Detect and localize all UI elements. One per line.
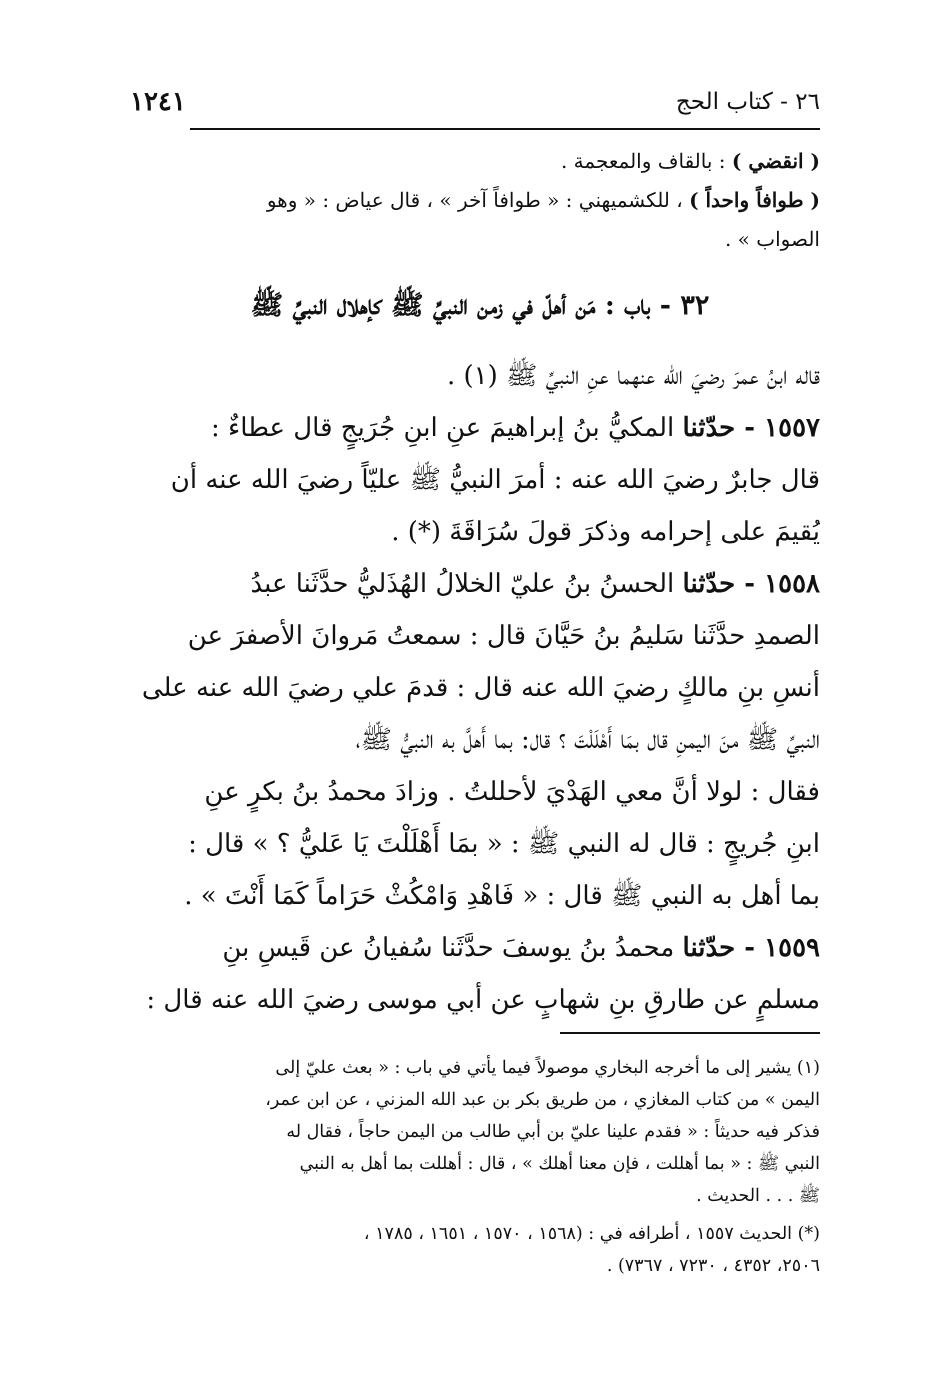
footnote-line: فذكر فيه حديثاً : « فقدم علينا عليّ بن أبي طالب من اليمن حاجاً ، فقال له [286,1122,820,1142]
hadith-1559-line: ١٥٥٩ - حدّثنا محمدُ بنُ يوسفَ حدَّثَنا سُفيانُ عن قَيسِ بنِ [222,933,820,963]
note-line: ( انقضي ) : بالقاف والمعجمة . [560,149,820,173]
hadith-1558-line: أنسِ بنِ مالكٍ رضيَ الله عنه قال : قدمَ علي رضيَ الله عنه على [141,673,820,703]
hadith-1559-line: مسلمٍ عن طارقِ بنِ شهابٍ عن أبي موسى رضيَ الله عنه قال : [146,985,820,1015]
intro-line: قاله ابنُ عمرَ رضيَ الله عنهما عنِ النبيِّ ﷺ (١) . [446,361,820,391]
page-header [130,82,820,122]
hadith-1558-line: فقال : لولا أنَّ معي الهَدْيَ لأحللتُ . وزادَ محمدُ بنُ بكرٍ عنِ [204,777,820,807]
chapter-heading: ٣٢ - باب : مَن أهلّ في زمن النبيِّ ﷺ كإهلال النبيِّ ﷺ [250,290,710,321]
hadith-1557-line: ١٥٥٧ - حدّثنا المكيُّ بنُ إبراهيمَ عنِ ابنِ جُرَيجٍ قال عطاءٌ : [211,413,820,443]
hadith-1557-line: يُقيمَ على إحرامه وذكرَ قولَ سُرَاقَةَ (*) . [391,517,820,547]
footnote-rule [560,1032,820,1034]
footnote-line: ٢٥٠٦، ٤٣٥٢ ، ٧٢٣٠ ، ٧٣٦٧) . [606,1256,820,1276]
footnote-line: اليمن » من كتاب المغازي ، من طريق بكر بن عبد الله المزني ، عن ابن عمر، [265,1090,820,1110]
footnote-line: (*) الحديث ١٥٥٧ ، أطرافه في : (١٥٦٨ ، ١٥٧٠ ، ١٦٥١ ، ١٧٨٥ ، [363,1224,820,1244]
note-line: ( طوافاً واحداً ) ، للكشميهني : « طوافاً آخر » ، قال عياض : « وهو [266,188,820,212]
hadith-1558-line: النبيِّ ﷺ منَ اليمنِ قال بمَا أَهْلَلْتَ ؟ قال: بما أَهلَّ به النبيُّ ﷺ، [355,725,820,755]
chapter-title: ٢٦ - كتاب الحج [675,89,820,115]
hadith-1558-line: بما أهل به النبي ﷺ قال : « فَاهْدِ وَامْكُثْ حَرَاماً كَمَا أَنْتَ » . [184,881,820,911]
hadith-number: ١٥٥٩ - [744,933,820,963]
hadith-1558-line: ١٥٥٨ - حدّثنا الحسنُ بنُ عليّ الخلالُ الهُذَليُّ حدَّثَنا عبدُ [250,569,820,599]
hadith-1557-line: قال جابرٌ رضيَ الله عنه : أمرَ النبيُّ ﷺ عليّاً رضيَ الله عنه أن [170,465,820,495]
header-rule [190,128,820,130]
hadith-text [135,350,820,1026]
footnotes [135,1052,820,1282]
footnote-line: النبي ﷺ : « بما أهللت ، فإن معنا أهلك » ، قال : أهللت بما أهل به النبي [299,1154,820,1174]
hadith-number: ١٥٥٨ - [744,569,820,599]
explanatory-notes [135,142,820,259]
page-number: ١٢٤١ [130,87,186,117]
footnote-line: (١) يشير إلى ما أخرجه البخاري موصولاً فيما يأتي في باب : « بعث عليّ إلى [275,1058,820,1078]
hadith-number: ١٥٥٧ - [744,413,820,443]
footnote-line: ﷺ . . . الحديث . [696,1186,820,1206]
note-line: الصواب » . [724,227,820,251]
hadith-1558-line: الصمدِ حدَّثَنا سَليمُ بنُ حَيَّانَ قال : سمعتُ مَروانَ الأصفرَ عن [187,621,820,651]
hadith-1558-line: ابنِ جُريجٍ : قال له النبي ﷺ : « بمَا أَهْلَلْتَ يَا عَليُّ ؟ » قال : [188,829,820,859]
